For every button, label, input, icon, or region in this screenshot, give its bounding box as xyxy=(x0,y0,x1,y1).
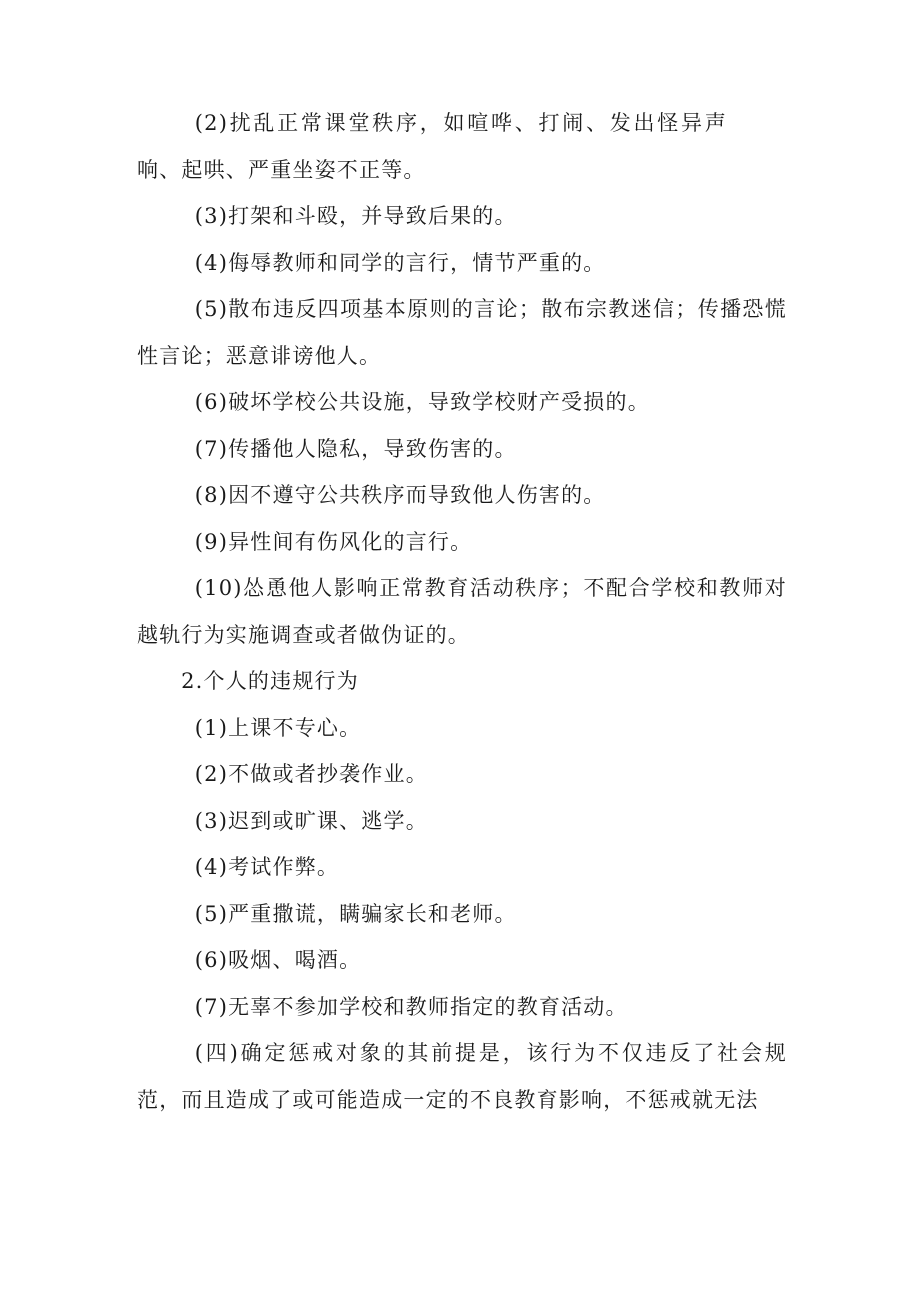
document-body xyxy=(137,100,787,1123)
paragraph-item-5-rumors: (5)散布违反四项基本原则的言论；散布宗教迷信；传播恐慌性言论；恶意诽谤他人。 xyxy=(137,297,787,368)
paragraph-item-8-public-order: (8)因不遵守公共秩序而导致他人伤害的。 xyxy=(194,483,606,507)
paragraph-item-3-truancy: (3)迟到或旷课、逃学。 xyxy=(194,808,428,833)
paragraph-item-4-insult: (4)侮辱教师和同学的言行，情节严重的。 xyxy=(194,250,606,275)
paragraph-item-5-lying: (5)严重撒谎，瞒骗家长和老师。 xyxy=(194,901,517,926)
paragraph-item-2-disrupt-class: (2)扰乱正常课堂秩序，如喧哗、打闹、发出怪异声响、起哄、严重坐姿不正等。 xyxy=(137,111,727,182)
paragraph-item-6-smoking: (6)吸烟、喝酒。 xyxy=(194,948,362,972)
paragraph-item-3-fighting: (3)打架和斗殴，并导致后果的。 xyxy=(194,204,517,228)
paragraph-section-4-premise: (四)确定惩戒对象的其前提是，该行为不仅违反了社会规范，而且造成了或可能造成一定的不良教育影响，不惩戒就无法 xyxy=(137,1041,787,1112)
paragraph-item-7-privacy: (7)传播他人隐私，导致伤害的。 xyxy=(194,436,517,461)
section-heading-individual-violations: 2.个人的违规行为 xyxy=(181,669,359,693)
paragraph-item-10-incite: (10)怂恿他人影响正常教育活动秩序；不配合学校和教师对越轨行为实施调查或者做伪证的。 xyxy=(137,576,787,647)
paragraph-item-6-damage: (6)破坏学校公共设施，导致学校财产受损的。 xyxy=(194,390,650,414)
paragraph-item-9-indecency: (9)异性间有伤风化的言行。 xyxy=(194,529,473,554)
paragraph-item-4-cheating: (4)考试作弊。 xyxy=(194,855,340,879)
paragraph-item-7-absence: (7)无辜不参加学校和教师指定的教育活动。 xyxy=(194,994,628,1019)
paragraph-item-2-homework: (2)不做或者抄袭作业。 xyxy=(194,762,428,786)
paragraph-item-1-inattentive: (1)上课不专心。 xyxy=(194,715,362,740)
